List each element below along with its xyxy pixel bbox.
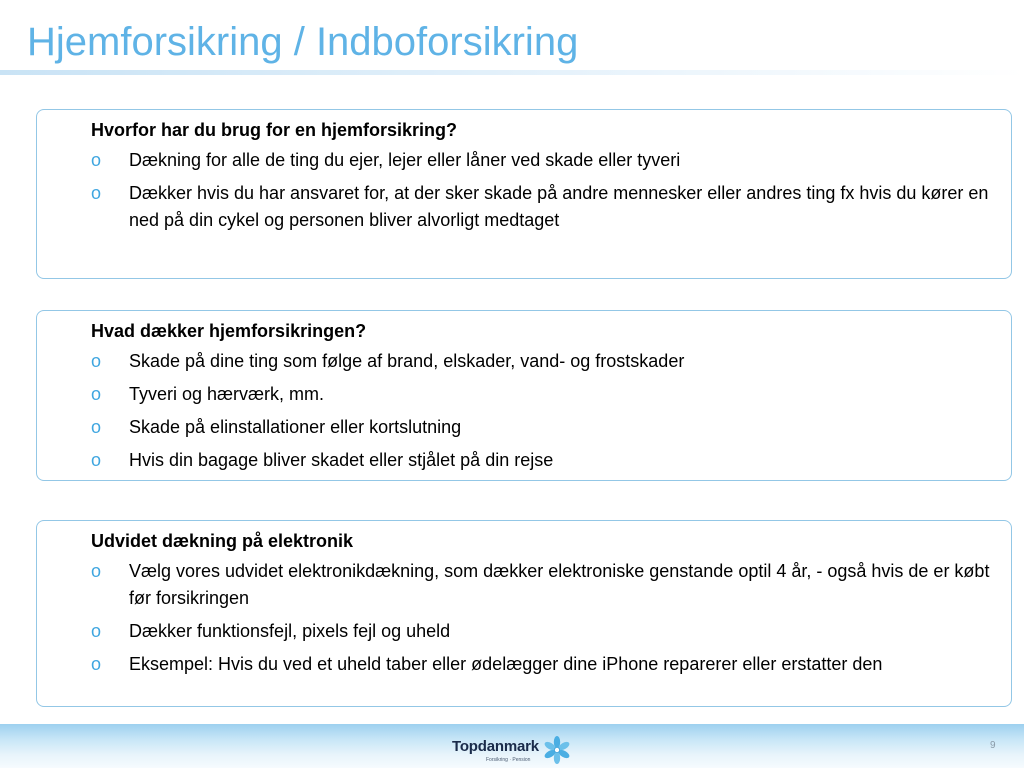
bullet-text: Dækker hvis du har ansvaret for, at der sker skade på andre mennesker eller andres ting fx hvis du kører en ned på din cykel og personen bliver alvorligt medtaget (129, 183, 989, 230)
section-card-why (36, 109, 1012, 279)
section-heading: Hvad dækker hjemforsikringen? (91, 321, 367, 341)
bullet-marker: o (91, 561, 102, 581)
bullet-list (91, 348, 1003, 480)
bullet-marker: o (91, 417, 102, 437)
list-item (91, 651, 1003, 678)
bullet-marker: o (91, 654, 102, 674)
bullet-text: Tyveri og hærværk, mm. (129, 384, 325, 404)
bullet-text: Vælg vores udvidet elektronikdækning, som dækker elektroniske genstande optil 4 år, - også hvis de er købt før forsikringen (129, 561, 990, 608)
list-item (91, 618, 1003, 645)
logo-tagline: Forsikring · Pension (486, 757, 531, 763)
section-card-coverage (36, 310, 1012, 481)
bullet-text: Skade på elinstallationer eller kortslutning (129, 417, 462, 437)
bullet-list (91, 558, 1003, 684)
section-heading: Hvorfor har du brug for en hjemforsikring? (91, 120, 458, 140)
list-item (91, 147, 1003, 174)
bullet-marker: o (91, 384, 102, 404)
bullet-list (91, 147, 1003, 240)
list-item (91, 381, 1003, 408)
bullet-marker: o (91, 150, 102, 170)
bullet-marker: o (91, 351, 102, 371)
bullet-marker: o (91, 183, 102, 203)
section-heading: Udvidet dækning på elektronik (91, 531, 354, 551)
list-item (91, 414, 1003, 441)
bullet-text: Dækker funktionsfejl, pixels fejl og uheld (129, 621, 451, 641)
page-number: 9 (990, 740, 996, 751)
title-divider (0, 70, 1024, 75)
list-item (91, 348, 1003, 375)
bullet-marker: o (91, 621, 102, 641)
bullet-marker: o (91, 450, 102, 470)
bullet-text: Hvis din bagage bliver skadet eller stjålet på din rejse (129, 450, 554, 470)
list-item (91, 558, 1003, 612)
slide-title: Hjemforsikring / Indboforsikring (27, 20, 579, 64)
company-logo (452, 735, 582, 765)
bullet-text: Skade på dine ting som følge af brand, elskader, vand- og frostskader (129, 351, 685, 371)
logo-wordmark: Topdanmark (452, 738, 539, 755)
list-item (91, 180, 1003, 234)
list-item (91, 447, 1003, 474)
bullet-text: Eksempel: Hvis du ved et uheld taber eller ødelægger dine iPhone reparerer eller erstatter den (129, 654, 883, 674)
section-card-electronics (36, 520, 1012, 707)
bullet-text: Dækning for alle de ting du ejer, lejer eller låner ved skade eller tyveri (129, 150, 681, 170)
flower-logo-icon (542, 735, 572, 765)
